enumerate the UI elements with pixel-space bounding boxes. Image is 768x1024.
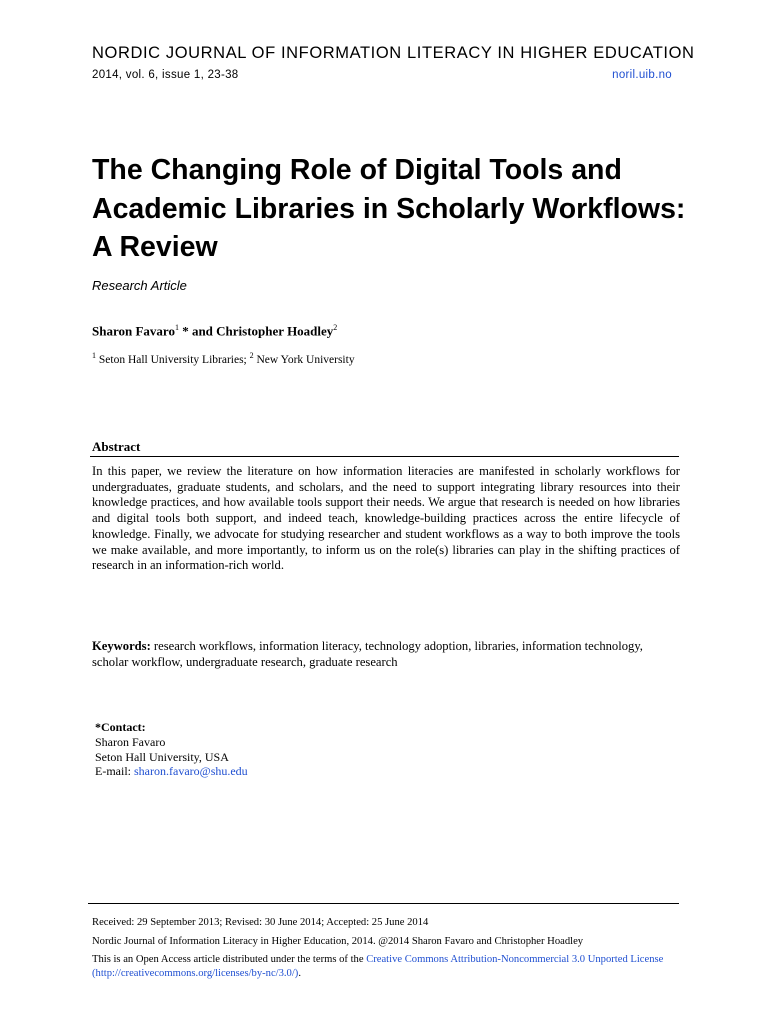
footer — [92, 916, 682, 980]
keywords-label: Keywords: — [92, 639, 151, 653]
journal-name: NORDIC JOURNAL OF INFORMATION LITERACY IN HIGHER EDUCATION — [92, 44, 695, 62]
article-title: The Changing Role of Digital Tools and Academic Libraries in Scholarly Workflows: A Review — [92, 154, 686, 263]
contact-email-row — [95, 764, 248, 779]
email-label: E-mail: — [95, 764, 134, 779]
email-link[interactable]: sharon.favaro@shu.edu — [134, 764, 248, 779]
contact-heading: *Contact: — [95, 720, 146, 734]
footer-dates: Received: 29 September 2013; Revised: 30 June 2014; Accepted: 25 June 2014 — [92, 917, 429, 928]
contact-block — [95, 720, 248, 779]
article-type: Research Article — [92, 278, 187, 293]
author-affiliation-marker: 2 — [333, 323, 338, 332]
keywords — [92, 639, 680, 670]
license-prefix: This is an Open Access article distributed under the terms of the — [92, 954, 367, 965]
footer-license — [92, 953, 682, 980]
abstract-divider — [90, 456, 679, 457]
affiliations — [92, 351, 355, 366]
footer-divider — [88, 903, 679, 904]
journal-url-link[interactable]: noril.uib.no — [612, 69, 672, 81]
contact-name: Sharon Favaro — [95, 734, 166, 749]
abstract-heading: Abstract — [92, 439, 141, 454]
author-list — [92, 323, 337, 339]
affiliation-marker: 1 — [92, 351, 96, 360]
footer-copyright: Nordic Journal of Information Literacy in Higher Education, 2014. @2014 Sharon Favaro and Christopher Hoadley — [92, 935, 584, 947]
abstract-body: In this paper, we review the literature on how information literacies are manifested in scholarly workflows for undergraduates, graduate students, and scholars, and the need to support integrating library resources into their knowledge practices, and how available tools support their needs. We argue that research is needed on how libraries and digital tools both support, and indeed teach, knowledge-building practices across the entire lifecycle of knowledge. Finally, we advocate for studying researcher and student workflows as a way to both improve the tools we make available, and more importantly, to inform us on the role(s) libraries can play in the shifting practices of research in an information-rich world. — [92, 464, 680, 573]
affiliation: Seton Hall University Libraries; — [96, 353, 250, 366]
keywords-list: research workflows, information literacy, technology adoption, libraries, information technology, scholar workflow, undergraduate research, graduate research — [92, 639, 643, 669]
author-name: Sharon Favaro — [92, 323, 175, 339]
author-name: * and Christopher Hoadley — [178, 323, 334, 339]
license-suffix: . — [298, 967, 301, 979]
affiliation: New York University — [253, 353, 355, 366]
affiliation-marker: 2 — [249, 351, 254, 360]
issue-info: 2014, vol. 6, issue 1, 23-38 — [92, 69, 239, 81]
author-affiliation-marker: 1 — [174, 323, 179, 332]
contact-affiliation: Seton Hall University, USA — [95, 749, 229, 764]
license-link[interactable]: Creative Commons Attribution-Noncommercial 3.0 Unported License (http://creativecommons.org/licenses/by-nc/3.0/) — [92, 954, 664, 979]
